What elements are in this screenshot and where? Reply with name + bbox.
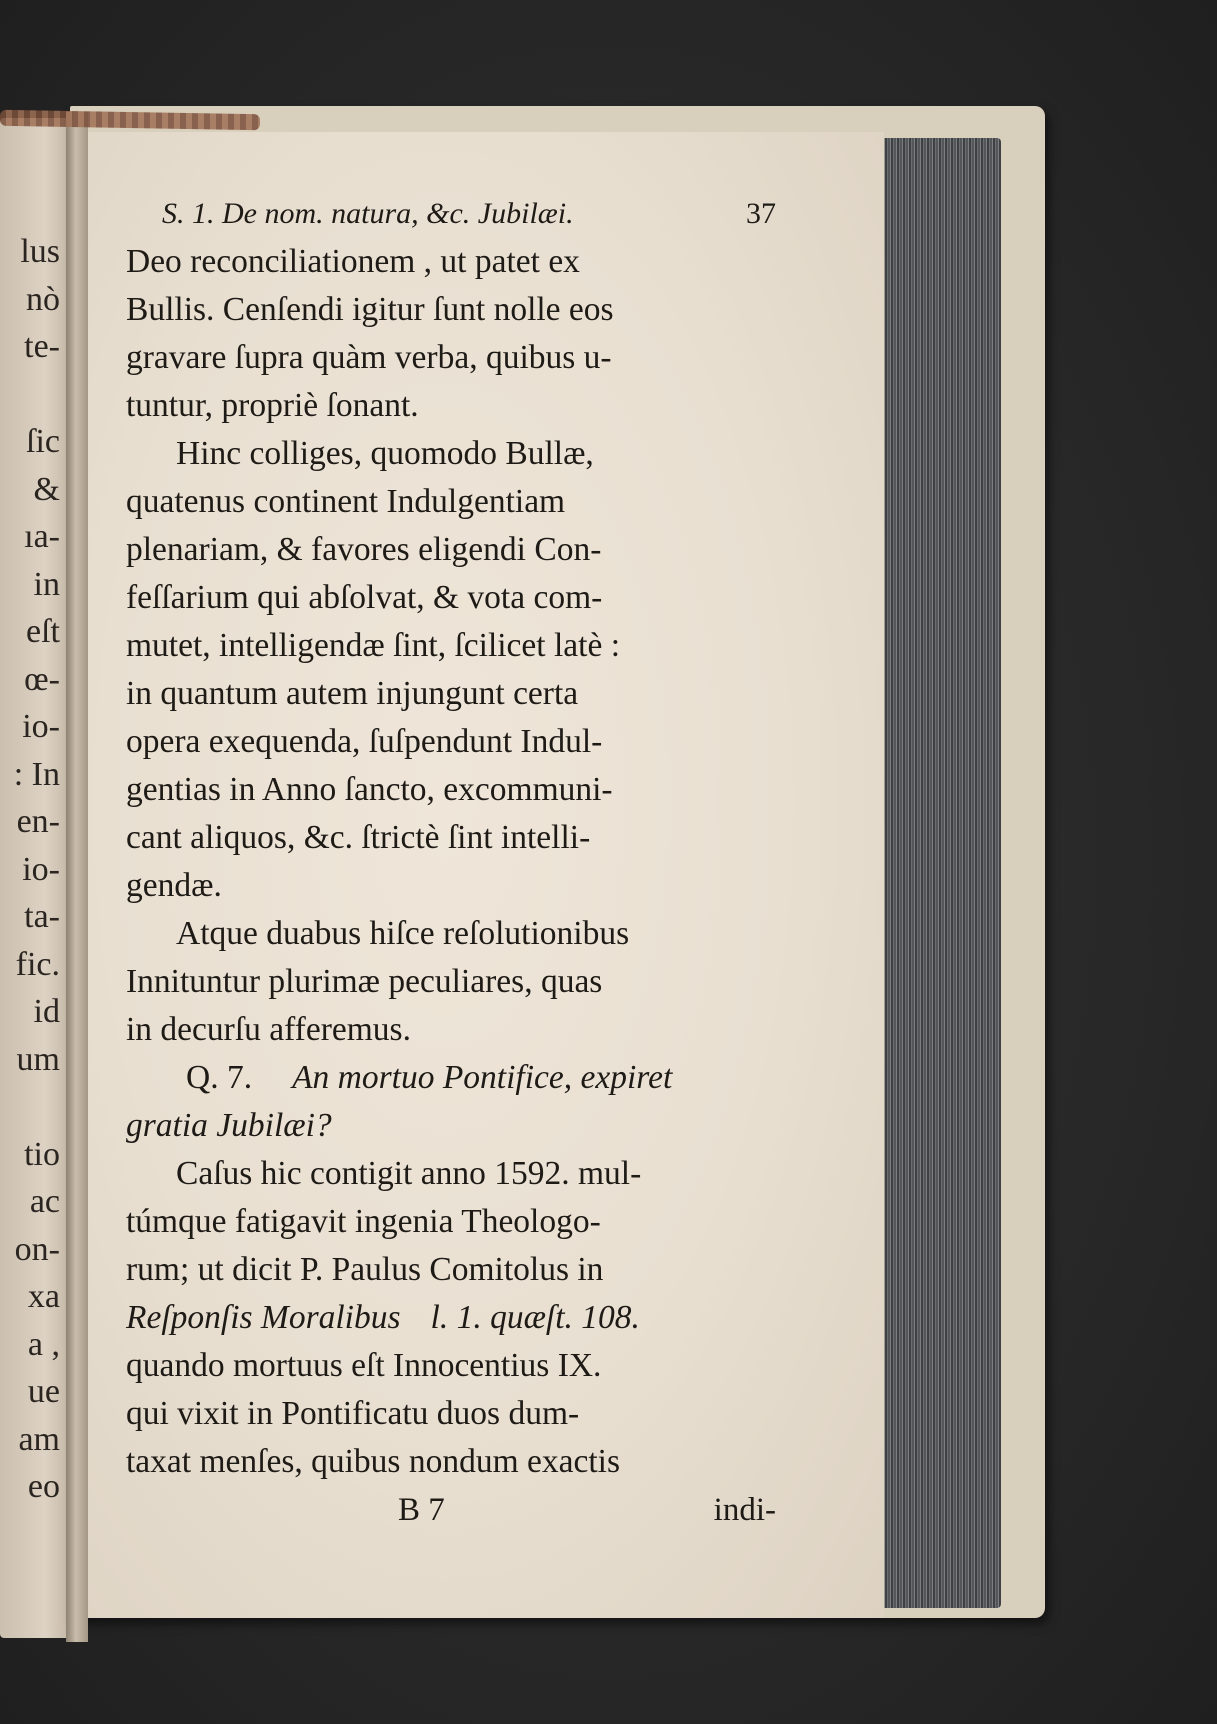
question-label: Q. 7. <box>186 1059 253 1096</box>
running-title: S. 1. De nom. natura, &c. Jubilæi. <box>162 197 574 230</box>
line-text: gentias in Anno ſancto, excommuni- <box>126 771 613 808</box>
text-line <box>126 526 776 574</box>
line-text: quatenus continent Indulgentiam <box>126 483 566 520</box>
line-text: Atque duabus hiſce reſolutionibus <box>176 915 630 952</box>
left-fragment: & <box>33 470 60 508</box>
page-number: 37 <box>746 197 776 230</box>
page-block-edges <box>882 138 1001 1608</box>
question-heading <box>126 1054 776 1150</box>
left-page-text-fragments <box>0 228 60 1511</box>
left-fragment: io- <box>22 850 60 888</box>
left-fragment: fic. <box>15 945 60 983</box>
left-fragment: lus <box>20 233 60 270</box>
page-text-block <box>126 190 776 1534</box>
left-fragment: eſt <box>26 613 60 650</box>
left-fragment <box>0 1083 60 1131</box>
book-gutter <box>66 112 88 1642</box>
text-line <box>126 574 776 622</box>
citation-ref: l. 1. quæſt. 108. <box>430 1299 640 1336</box>
left-fragment: a , <box>27 1325 60 1363</box>
left-fragment: io- <box>22 708 60 745</box>
line-text: opera exequenda, ſuſpendunt Indul- <box>126 723 603 760</box>
text-line <box>126 382 776 430</box>
text-line <box>126 622 776 670</box>
left-fragment: ue <box>27 1373 60 1410</box>
line-text: mutet, intelligendæ ſint, ſcilicet latè : <box>126 627 621 664</box>
text-line <box>126 238 776 286</box>
running-header <box>126 190 776 238</box>
text-line <box>126 430 776 478</box>
left-fragment: am <box>18 1420 60 1458</box>
text-line <box>126 1006 776 1054</box>
signature-mark: B 7 <box>398 1492 445 1528</box>
left-fragment: te- <box>24 328 60 365</box>
text-line <box>126 862 776 910</box>
catchword: indi- <box>713 1492 776 1528</box>
line-text: in decurſu afferemus. <box>126 1011 411 1048</box>
citation-title: Reſponſis Moralibus <box>126 1299 401 1336</box>
text-line <box>126 1342 776 1390</box>
text-line <box>126 1246 776 1294</box>
text-line <box>126 958 776 1006</box>
text-line <box>126 814 776 862</box>
line-text: túmque fatigavit ingenia Theologo- <box>126 1203 601 1240</box>
left-fragment: : In <box>13 755 60 793</box>
left-fragment: on- <box>14 1230 60 1268</box>
text-line <box>126 1054 776 1102</box>
left-fragment: en- <box>16 803 60 840</box>
left-fragment: eo <box>27 1468 60 1505</box>
left-fragment: id <box>33 993 60 1030</box>
left-fragment: tio <box>24 1135 60 1173</box>
text-line <box>126 1294 776 1342</box>
paragraph-3 <box>126 910 776 1054</box>
text-line <box>126 1150 776 1198</box>
paragraph-4 <box>126 1150 776 1486</box>
text-line <box>126 910 776 958</box>
text-line <box>126 766 776 814</box>
line-text: plenariam, & favores eligendi Con- <box>126 531 602 568</box>
line-text: gravare ſupra quàm verba, quibus u- <box>126 339 612 376</box>
left-fragment: ſic <box>26 423 60 460</box>
line-text: qui vixit in Pontificatu duos dum- <box>126 1395 580 1432</box>
line-text: Caſus hic contigit anno 1592. mul- <box>176 1155 642 1192</box>
text-line <box>126 1102 776 1150</box>
left-fragment: um <box>16 1040 60 1078</box>
page-footer <box>126 1486 776 1534</box>
left-fragment <box>0 371 60 419</box>
text-line <box>126 718 776 766</box>
question-text-cont: gratia Jubilæi? <box>126 1107 332 1144</box>
question-text: An mortuo Pontifice, expiret <box>292 1059 673 1096</box>
text-line <box>126 1438 776 1486</box>
line-text: Hinc colliges, quomodo Bullæ, <box>176 435 594 472</box>
text-line <box>126 334 776 382</box>
text-line <box>126 478 776 526</box>
paragraph-1 <box>126 238 776 430</box>
line-text: Bullis. Cenſendi igitur ſunt nolle eos <box>126 291 614 328</box>
line-text: rum; ut dicit P. Paulus Comitolus in <box>126 1251 604 1288</box>
line-text: cant aliquos, &c. ſtrictè ſint intelli- <box>126 819 591 856</box>
text-line <box>126 1390 776 1438</box>
text-line <box>126 670 776 718</box>
line-text: feſſarium qui abſolvat, & vota com- <box>126 579 603 616</box>
paragraph-2 <box>126 430 776 910</box>
line-text: in quantum autem injungunt certa <box>126 675 579 712</box>
text-line <box>126 286 776 334</box>
left-fragment: nò <box>26 280 60 318</box>
line-text: gendæ. <box>126 867 222 904</box>
left-fragment: in <box>33 565 60 603</box>
line-text: Innituntur plurimæ peculiares, quas <box>126 963 603 1000</box>
line-text: taxat menſes, quibus nondum exactis <box>126 1443 621 1480</box>
left-fragment: xa <box>27 1278 60 1315</box>
left-fragment: ıa- <box>24 518 60 555</box>
left-fragment: ac <box>29 1183 60 1220</box>
left-fragment: œ- <box>24 660 60 698</box>
text-line <box>126 1198 776 1246</box>
left-fragment: ta- <box>24 898 60 935</box>
line-text: quando mortuus eſt Innocentius IX. <box>126 1347 602 1384</box>
line-text: tuntur, propriè ſonant. <box>126 387 419 424</box>
line-text: Deo reconciliationem , ut patet ex <box>126 243 580 280</box>
